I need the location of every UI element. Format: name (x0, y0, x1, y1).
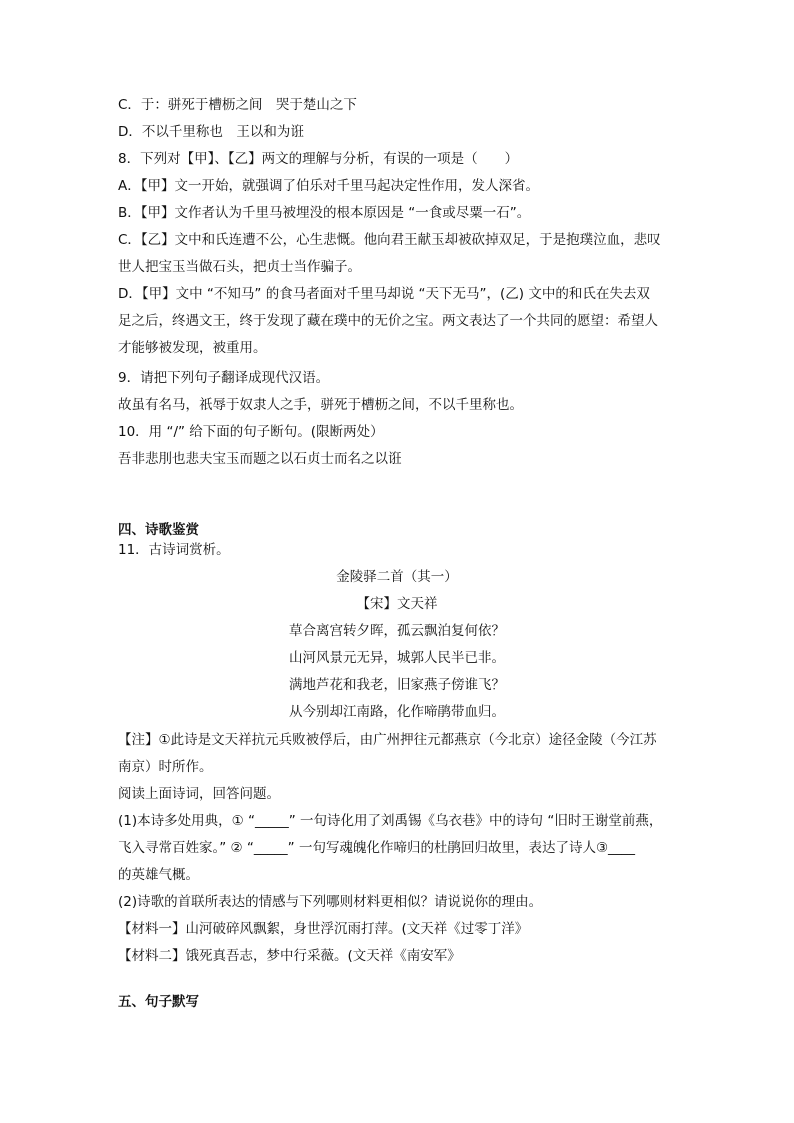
poem-author: 【宋】文天祥 (356, 596, 438, 612)
material-1: 【材料一】山河破碎风飘絮，身世浮沉雨打萍。(文天祥《过零丁洋》 (118, 921, 529, 937)
section5-heading: 五、句子默写 (118, 994, 199, 1010)
q11-sub1-line2: 飞入寻常百姓家。” ② “_____” 一句写魂魄化作啼归的杜鹃回归故里，表达了诗人③____ (118, 840, 636, 856)
section4-heading: 四、诗歌鉴赏 (118, 522, 199, 538)
q7-option-d: D．不以千里称也 王以和为诳 (118, 124, 304, 140)
poem-line-2: 山河风景元无异，城郭人民半已非。 (289, 650, 505, 666)
q11-instruction: 阅读上面诗词，回答问题。 (118, 786, 280, 802)
q8-option-a: A．【甲】文一开始，就强调了伯乐对千里马起决定性作用，发人深省。 (118, 178, 539, 194)
q11-stem: 11．古诗词赏析。 (118, 542, 230, 558)
q8-option-d-line1: D．【甲】文中 “不知马” 的食马者面对千里马却说 “天下无马”，(乙) 文中的和氏在失去双 (118, 286, 650, 302)
q8-option-c-line2: 世人把宝玉当做石头，把贞士当作骗子。 (118, 259, 361, 275)
q11-sub1-line1: (1)本诗多处用典，① “_____” 一句诗化用了刘禹锡《乌衣巷》中的诗句 “旧时王谢堂前燕， (118, 813, 663, 829)
poem-line-3: 满地芦花和我老，旧家燕子傍谁飞？ (289, 677, 505, 693)
q8-option-c-line1: C．【乙】文中和氏连遭不公，心生悲慨。他向君王献玉却被砍掉双足，于是抱璞泣血，悲叹 (118, 232, 661, 248)
q9-stem: 9．请把下列句子翻译成现代汉语。 (118, 370, 330, 386)
poem-line-4: 从今别却江南路，化作啼鹃带血归。 (289, 704, 505, 720)
q9-sentence: 故虽有名马，祇辱于奴隶人之手，骈死于槽枥之间，不以千里称也。 (118, 397, 523, 413)
q8-stem: 8．下列对【甲】、【乙】两文的理解与分析，有误的一项是（ ） (118, 151, 519, 167)
q11-sub2: (2)诗歌的首联所表达的情感与下列哪则材料更相似？请说说你的理由。 (118, 894, 543, 910)
q8-option-b: B．【甲】文作者认为千里马被埋没的根本原因是 “一食或尽粟一石”。 (118, 205, 531, 221)
material-2: 【材料二】饿死真吾志，梦中行采薇。(文天祥《南安军》 (118, 948, 461, 964)
q8-option-d-line2: 足之后，终遇文王，终于发现了藏在璞中的无价之宝。两文表达了一个共同的愿望：希望人 (118, 313, 658, 329)
poem-note-line1: 【注】①此诗是文天祥抗元兵败被俘后，由广州押往元都燕京（今北京）途径金陵（今江苏 (118, 732, 657, 748)
q10-sentence: 吾非悲刖也悲夫宝玉而题之以石贞士而名之以诳 (118, 451, 402, 467)
q8-option-d-line3: 才能够被发现，被重用。 (118, 340, 267, 356)
q7-option-c: C．于：骈死于槽枥之间 哭于楚山之下 (118, 97, 357, 113)
poem-note-line2: 南京）时所作。 (118, 759, 213, 775)
q11-sub1-line3: 的英雄气概。 (118, 867, 199, 883)
q10-stem: 10．用 “/” 给下面的句子断句。(限断两处） (118, 424, 384, 440)
poem-title: 金陵驿二首（其一） (336, 569, 458, 585)
poem-line-1: 草合离宫转夕晖，孤云飘泊复何依？ (289, 623, 505, 639)
